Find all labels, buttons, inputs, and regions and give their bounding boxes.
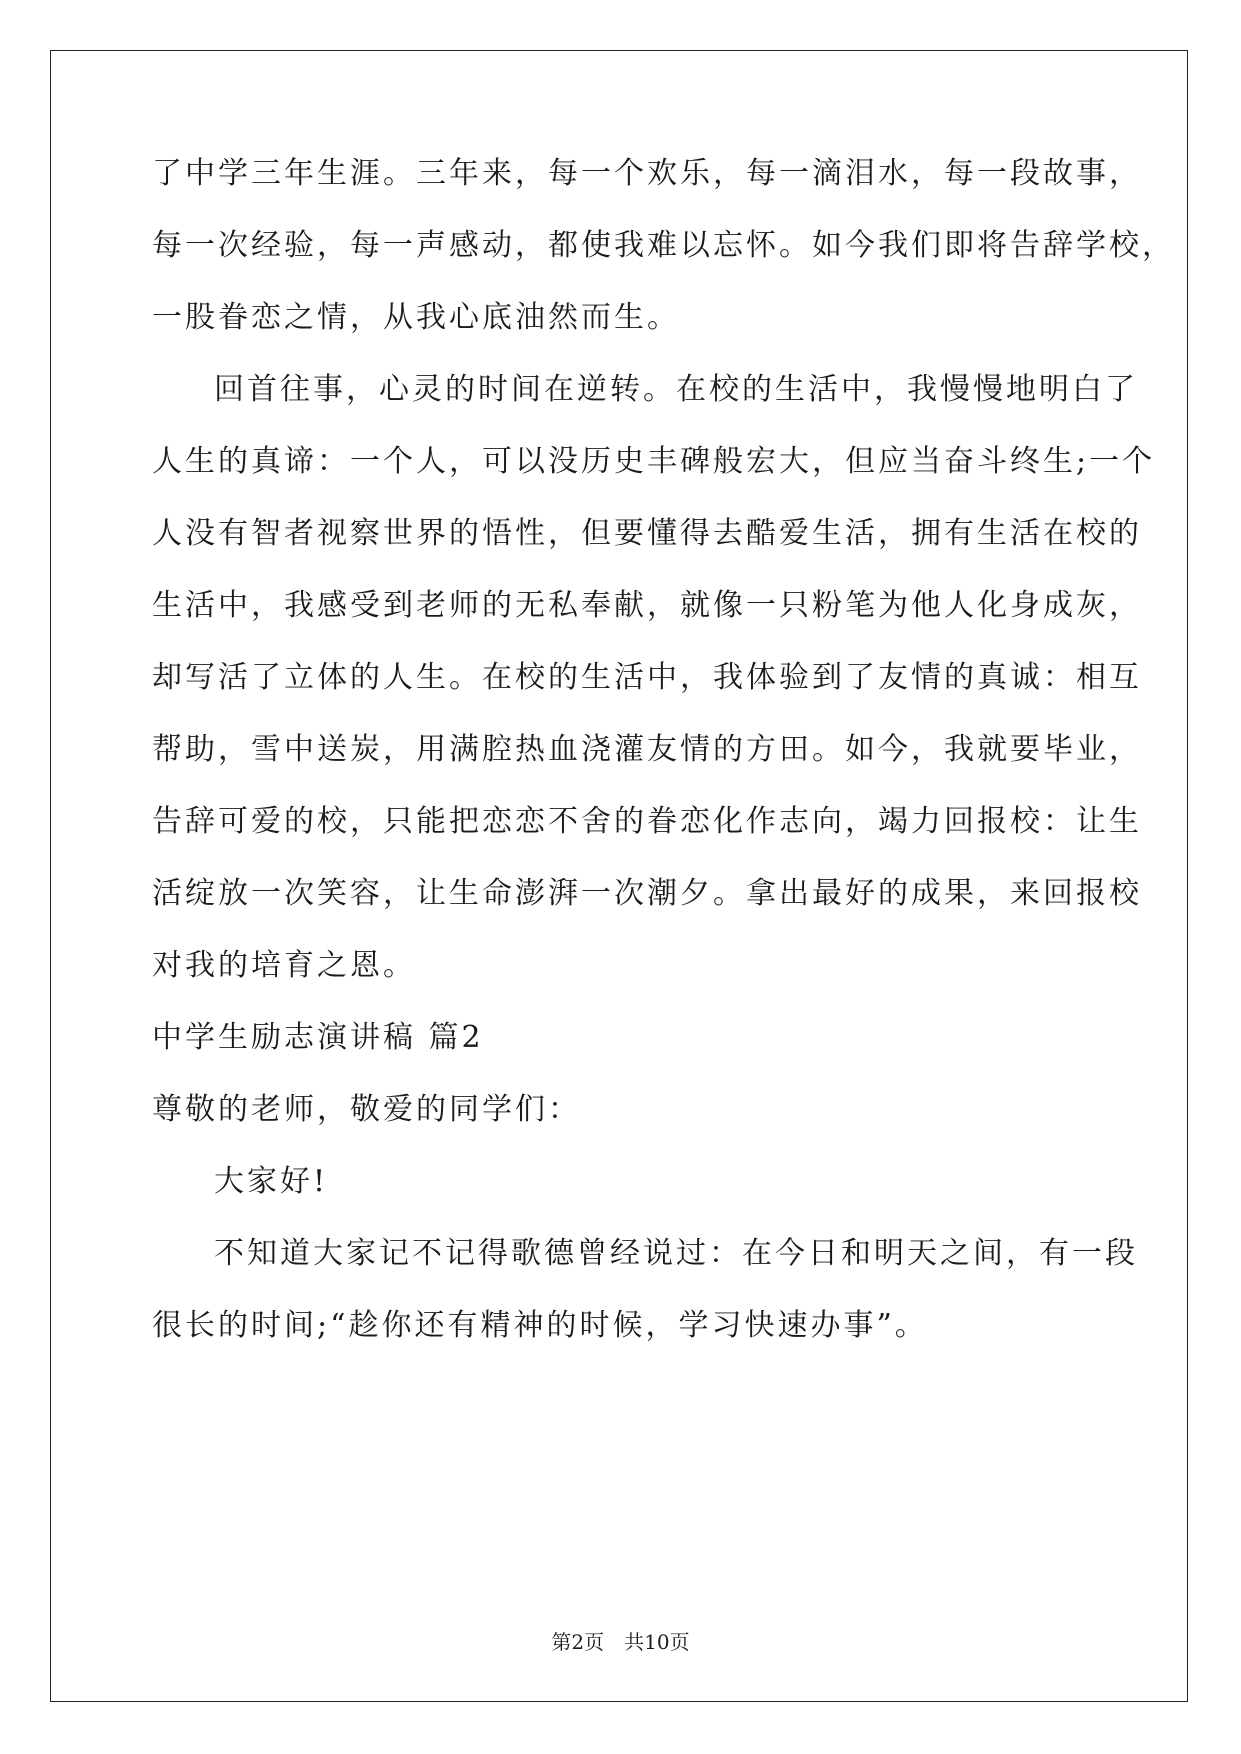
paragraph-line: 回首往事，心灵的时间在逆转。在校的生活中，我慢慢地明白了 bbox=[214, 372, 1138, 407]
paragraph-line: 人生的真谛：一个人，可以没历史丰碑般宏大，但应当奋斗终生;一个 bbox=[152, 444, 1156, 479]
paragraph-line: 一股眷恋之情，从我心底油然而生。 bbox=[152, 300, 680, 335]
paragraph-line: 很长的时间;“趁你还有精神的时候，学习快速办事”。 bbox=[152, 1308, 928, 1343]
paragraph-line: 了中学三年生涯。三年来，每一个欢乐，每一滴泪水，每一段故事， bbox=[152, 156, 1142, 191]
paragraph-line: 人没有智者视察世界的悟性，但要懂得去酷爱生活，拥有生活在校的 bbox=[152, 516, 1142, 551]
paragraph-line: 却写活了立体的人生。在校的生活中，我体验到了友情的真诚：相互 bbox=[152, 660, 1142, 695]
page-footer bbox=[0, 1626, 1241, 1655]
paragraph-line: 生活中，我感受到老师的无私奉献，就像一只粉笔为他人化身成灰， bbox=[152, 588, 1142, 623]
greeting: 大家好! bbox=[214, 1164, 329, 1199]
paragraph-line: 每一次经验，每一声感动，都使我难以忘怀。如今我们即将告辞学校， bbox=[152, 228, 1175, 263]
paragraph-line: 告辞可爱的校，只能把恋恋不舍的眷恋化作志向，竭力回报校：让生 bbox=[152, 804, 1142, 839]
paragraph-line: 活绽放一次笑容，让生命澎湃一次潮夕。拿出最好的成果，来回报校 bbox=[152, 876, 1142, 911]
page-number: 第2页 bbox=[551, 1630, 605, 1654]
paragraph-line: 帮助，雪中送炭，用满腔热血浇灌友情的方田。如今，我就要毕业， bbox=[152, 732, 1142, 767]
paragraph-line: 对我的培育之恩。 bbox=[152, 948, 416, 983]
section-heading: 中学生励志演讲稿 篇2 bbox=[152, 1020, 484, 1055]
paragraph-line: 不知道大家记不记得歌德曾经说过：在今日和明天之间，有一段 bbox=[214, 1236, 1138, 1271]
page-total: 共10页 bbox=[624, 1630, 690, 1654]
salutation: 尊敬的老师，敬爱的同学们： bbox=[152, 1092, 581, 1127]
